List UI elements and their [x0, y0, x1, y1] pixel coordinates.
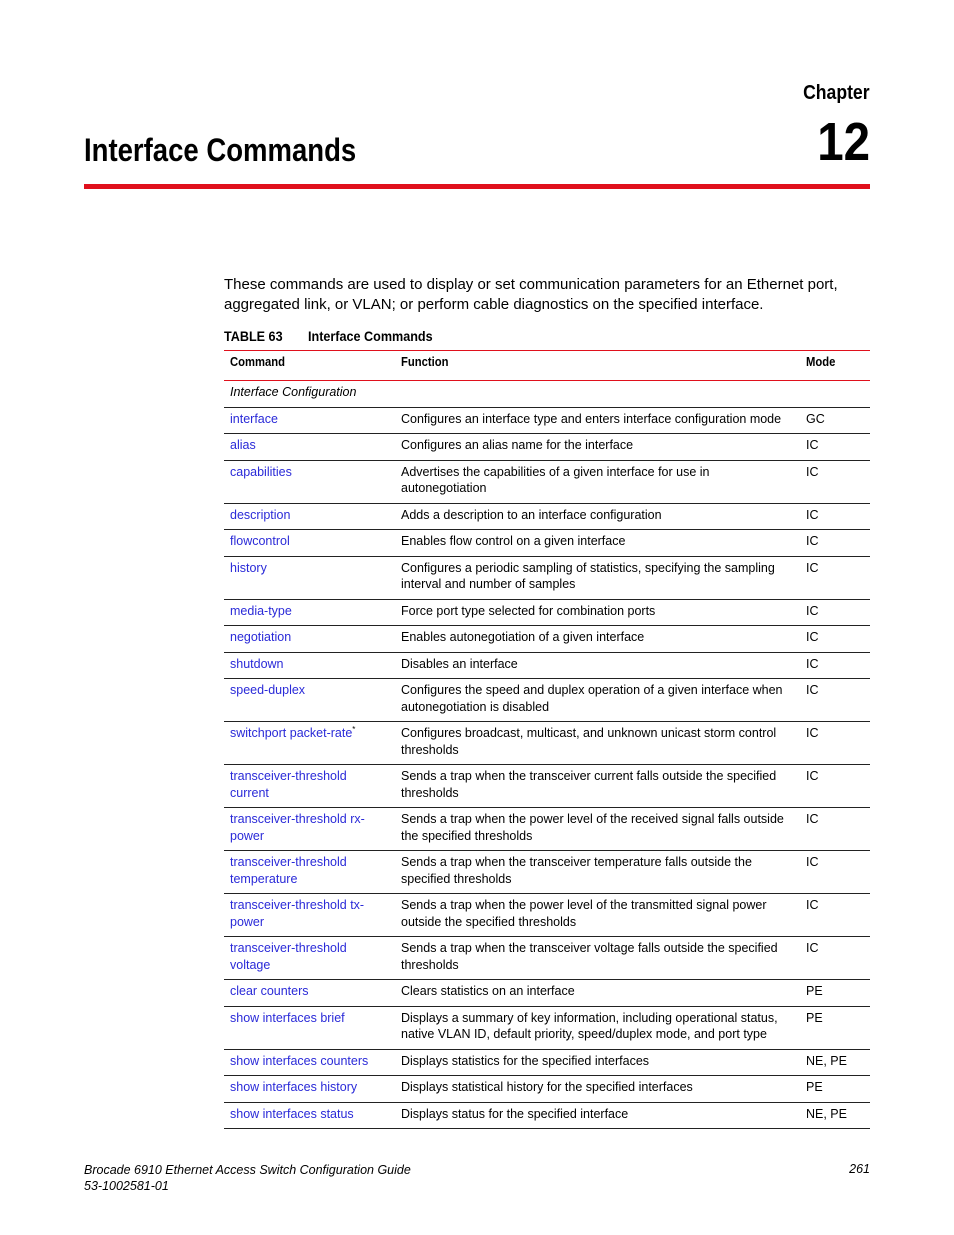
header-command: Command [224, 351, 395, 381]
page-title: Interface Commands [84, 132, 357, 168]
function-cell: Configures broadcast, multicast, and unknown unicast storm control thresholds [395, 722, 800, 765]
function-cell: Sends a trap when the transceiver current falls outside the specified thresholds [395, 765, 800, 808]
command-cell [224, 503, 395, 530]
mode-cell: IC [800, 434, 870, 461]
table-row [224, 851, 870, 894]
table-row [224, 530, 870, 557]
function-cell: Sends a trap when the transceiver voltage falls outside the specified thresholds [395, 937, 800, 980]
command-link[interactable]: show interfaces brief [230, 1010, 345, 1025]
command-link[interactable]: transceiver-threshold rx-power [230, 812, 365, 843]
chapter-number: 12 [817, 112, 870, 172]
command-link[interactable]: speed-duplex [230, 683, 306, 697]
table-row [224, 1049, 870, 1076]
mode-cell: IC [800, 556, 870, 599]
mode-cell: IC [800, 679, 870, 722]
mode-cell: PE [800, 980, 870, 1007]
function-cell: Displays status for the specified interface [395, 1102, 800, 1129]
command-link[interactable]: shutdown [230, 656, 284, 671]
command-cell [224, 1006, 395, 1049]
table-row [224, 434, 870, 461]
function-cell: Sends a trap when the power level of the transmitted signal power outside the specified thresholds [395, 894, 800, 937]
command-cell [224, 980, 395, 1007]
table-row [224, 808, 870, 851]
section-row [224, 381, 870, 408]
command-cell [224, 1049, 395, 1076]
table-row [224, 722, 870, 765]
command-link[interactable]: switchport packet-rate [230, 726, 353, 740]
footer-doc-number: 53-1002581-01 [84, 1179, 169, 1193]
table-caption-number: TABLE 63 [224, 328, 283, 344]
mode-cell: IC [800, 530, 870, 557]
section-label: Interface Configuration [224, 381, 870, 408]
mode-cell: NE, PE [800, 1102, 870, 1129]
command-link[interactable]: media-type [230, 603, 292, 618]
commands-table [224, 350, 870, 1129]
command-link[interactable]: negotiation [230, 630, 292, 644]
command-link[interactable]: transceiver-threshold voltage [230, 941, 347, 972]
command-cell [224, 626, 395, 653]
table-row [224, 460, 870, 503]
function-cell: Configures the speed and duplex operation of a given interface when autonegotiation is disabled [395, 679, 800, 722]
command-cell [224, 851, 395, 894]
function-cell: Configures a periodic sampling of statistics, specifying the sampling interval and number of samples [395, 556, 800, 599]
table-row [224, 503, 870, 530]
command-link[interactable]: transceiver-threshold tx-power [230, 898, 365, 929]
command-cell [224, 460, 395, 503]
intro-paragraph: These commands are used to display or set communication parameters for an Ethernet port, aggregated link, or VLAN; or perform cable diagnostics on the specified interface. [224, 276, 838, 313]
command-link[interactable]: alias [230, 438, 256, 452]
footer-page-number: 261 [849, 1162, 870, 1176]
table-row [224, 556, 870, 599]
mode-cell: IC [800, 808, 870, 851]
command-cell [224, 765, 395, 808]
mode-cell: IC [800, 765, 870, 808]
table-row [224, 937, 870, 980]
command-link[interactable]: show interfaces status [230, 1106, 354, 1121]
mode-cell: IC [800, 652, 870, 679]
function-cell: Adds a description to an interface configuration [395, 503, 800, 530]
function-cell: Displays statistics for the specified interfaces [395, 1049, 800, 1076]
mode-cell: IC [800, 851, 870, 894]
function-cell: Disables an interface [395, 652, 800, 679]
mode-cell: NE, PE [800, 1049, 870, 1076]
function-cell: Sends a trap when the power level of the received signal falls outside the specified thresholds [395, 808, 800, 851]
function-cell: Displays a summary of key information, including operational status, native VLAN ID, default priority, speed/duplex mode, and port type [395, 1006, 800, 1049]
mode-cell: IC [800, 626, 870, 653]
command-cell [224, 679, 395, 722]
command-link[interactable]: interface [230, 411, 278, 426]
table-row [224, 1076, 870, 1103]
footnote-marker: * [352, 724, 356, 734]
mode-cell: IC [800, 722, 870, 765]
command-link[interactable]: capabilities [230, 464, 292, 479]
table-row [224, 765, 870, 808]
mode-cell: IC [800, 894, 870, 937]
table-row [224, 599, 870, 626]
header-mode: Mode [800, 351, 870, 381]
table-row [224, 894, 870, 937]
command-cell [224, 937, 395, 980]
command-cell [224, 530, 395, 557]
function-cell: Enables flow control on a given interface [395, 530, 800, 557]
command-link[interactable]: history [230, 560, 267, 575]
mode-cell: IC [800, 937, 870, 980]
mode-cell: PE [800, 1076, 870, 1103]
footer-guide-title: Brocade 6910 Ethernet Access Switch Configuration Guide [84, 1163, 411, 1177]
command-link[interactable]: flowcontrol [230, 534, 290, 548]
table-row [224, 1006, 870, 1049]
table-row [224, 652, 870, 679]
command-cell [224, 407, 395, 434]
command-cell [224, 1076, 395, 1103]
command-cell [224, 894, 395, 937]
command-cell [224, 808, 395, 851]
mode-cell: IC [800, 599, 870, 626]
function-cell: Configures an alias name for the interface [395, 434, 800, 461]
command-link[interactable]: show interfaces counters [230, 1053, 369, 1068]
command-cell [224, 652, 395, 679]
mode-cell: IC [800, 460, 870, 503]
table-row [224, 679, 870, 722]
command-link[interactable]: transceiver-threshold current [230, 769, 347, 800]
function-cell: Sends a trap when the transceiver temperature falls outside the specified thresholds [395, 851, 800, 894]
function-cell: Enables autonegotiation of a given interface [395, 626, 800, 653]
mode-cell: IC [800, 503, 870, 530]
table-row [224, 980, 870, 1007]
command-cell [224, 599, 395, 626]
mode-cell: PE [800, 1006, 870, 1049]
footer-left [84, 1162, 411, 1194]
command-cell [224, 722, 395, 765]
table-header-row [224, 351, 870, 381]
command-cell [224, 1102, 395, 1129]
table-row [224, 1102, 870, 1129]
table-row [224, 626, 870, 653]
function-cell: Configures an interface type and enters interface configuration mode [395, 407, 800, 434]
command-cell [224, 434, 395, 461]
command-link[interactable]: description [230, 507, 291, 522]
function-cell: Force port type selected for combination ports [395, 599, 800, 626]
command-link[interactable]: transceiver-threshold temperature [230, 855, 347, 886]
function-cell: Clears statistics on an interface [395, 980, 800, 1007]
command-link[interactable]: show interfaces history [230, 1080, 358, 1094]
command-link[interactable]: clear counters [230, 984, 309, 998]
title-rule [84, 184, 870, 189]
table-row [224, 407, 870, 434]
mode-cell: GC [800, 407, 870, 434]
header-function: Function [395, 351, 800, 381]
function-cell: Advertises the capabilities of a given interface for use in autonegotiation [395, 460, 800, 503]
command-cell [224, 556, 395, 599]
function-cell: Displays statistical history for the specified interfaces [395, 1076, 800, 1103]
table-caption-title: Interface Commands [308, 328, 433, 344]
table-caption [224, 328, 446, 344]
chapter-label: Chapter [803, 82, 870, 104]
